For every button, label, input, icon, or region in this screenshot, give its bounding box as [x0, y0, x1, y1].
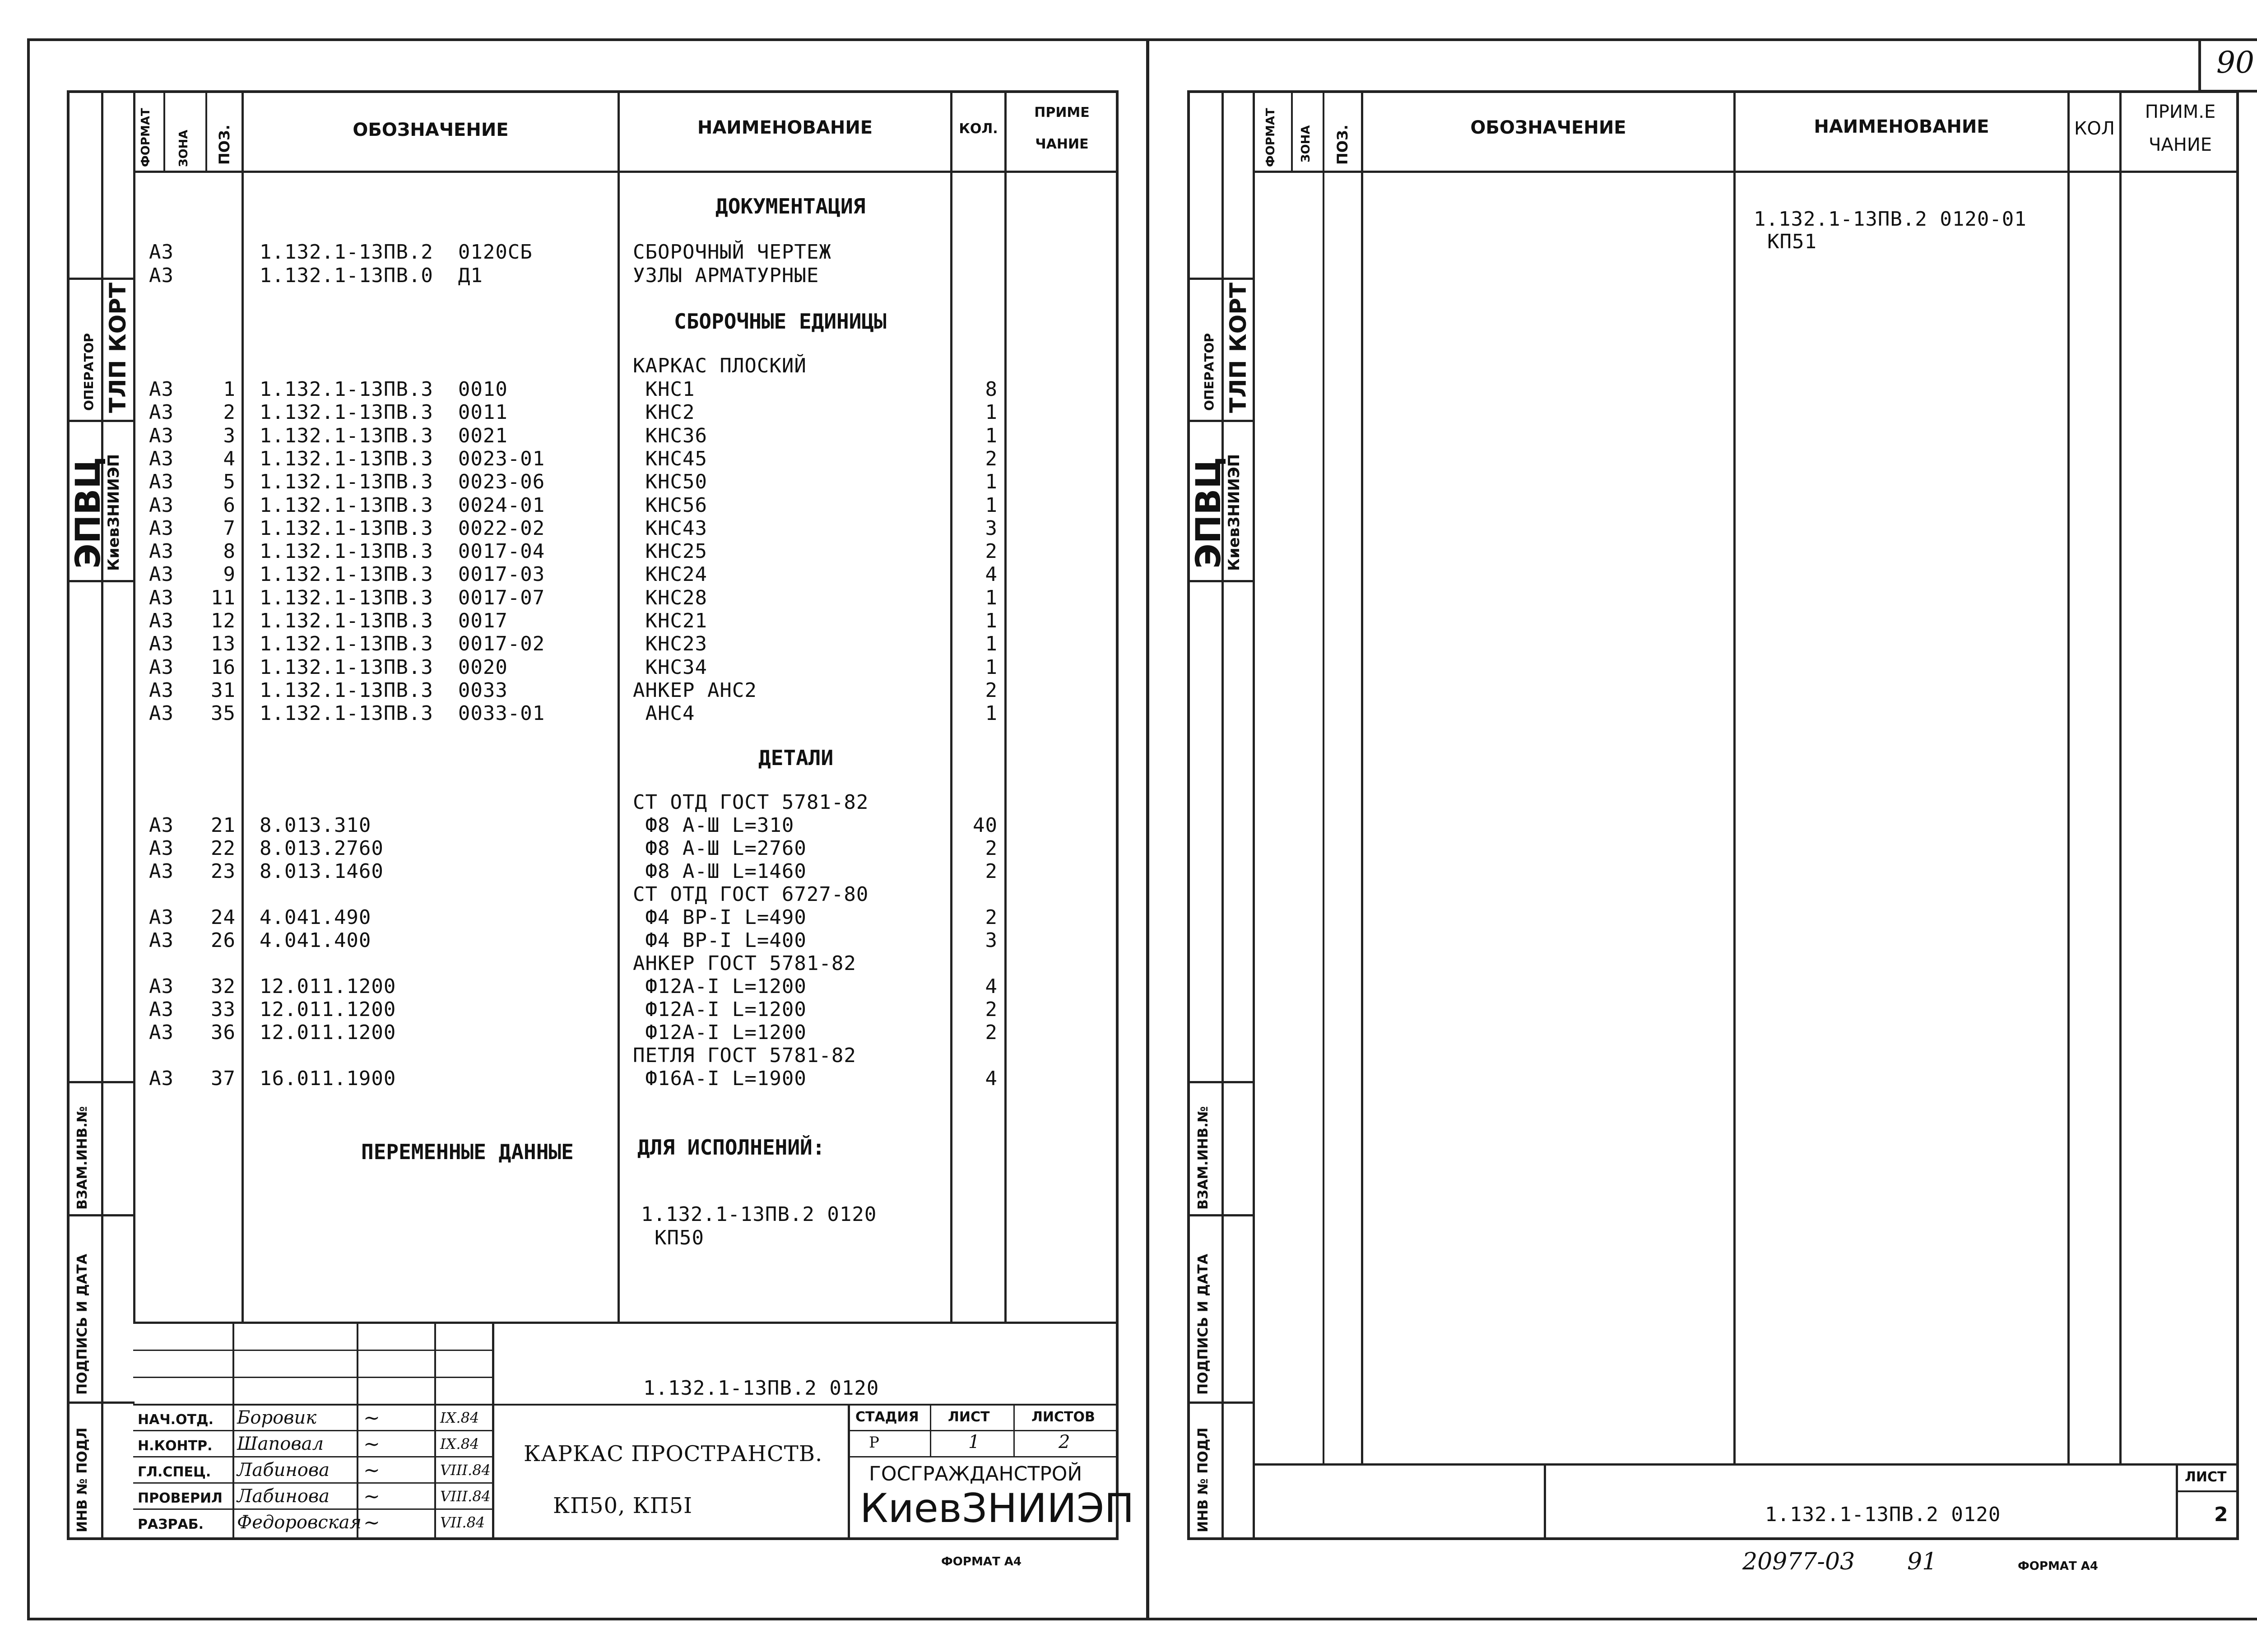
row-name: Ф4 ВР-I L=490 [633, 906, 807, 929]
section-for-versions: ДЛЯ ИСПОЛНЕНИЙ: [637, 1135, 825, 1160]
row-quantity: 4 [985, 563, 998, 586]
row-format: А3 [149, 678, 174, 702]
stamp-inv: ИНВ № ПОДЛ [74, 1427, 90, 1532]
row-position: 26 [211, 929, 236, 952]
tb-org-2: КиевЗНИИЭП [860, 1485, 1134, 1531]
row-quantity: 8 [985, 378, 998, 401]
row-format: А3 [149, 493, 174, 517]
row-name: Ф12А-I L=1200 [633, 998, 807, 1021]
row-designation: 1.132.1-13ПВ.3 0033 [260, 678, 508, 702]
row-designation: 1.132.1-13ПВ.3 0024-01 [260, 493, 545, 517]
signature-name: Боровик [237, 1407, 317, 1428]
header-note-1: ПРИМЕ [1034, 105, 1090, 121]
variant-name: КП50 [655, 1226, 704, 1249]
row-format: А3 [149, 929, 174, 952]
row-designation: 4.041.490 [260, 906, 372, 929]
row-format: А3 [149, 378, 174, 401]
row-designation: 1.132.1-13ПВ.3 0017-02 [260, 632, 545, 656]
row-quantity: 4 [985, 975, 998, 998]
header-pos: ПОЗ. [1334, 125, 1351, 165]
row-quantity: 2 [985, 1021, 998, 1044]
stamp-podpis: ПОДПИСЬ И ДАТА [1195, 1253, 1211, 1395]
tb-sheet-label: ЛИСТ [948, 1409, 990, 1425]
header-designation: ОБОЗНАЧЕНИЕ [353, 120, 509, 140]
row-name: АНС4 [633, 702, 695, 725]
right-col-line [1291, 90, 1293, 172]
row-position: 4 [223, 447, 236, 470]
row-format: А3 [149, 655, 174, 679]
row-position: 7 [223, 516, 236, 540]
tb-line [133, 1482, 494, 1484]
tb-doc-code: 1.132.1-13ПВ.2 0120 [643, 1377, 879, 1400]
left-col-line [618, 90, 620, 1323]
row-quantity: 3 [985, 516, 998, 540]
right-col-line [2119, 90, 2122, 1465]
right-sheet-frame [1187, 90, 2239, 1540]
signature-date: VIII.84 [440, 1462, 491, 1479]
header-name: НАИМЕНОВАНИЕ [1814, 116, 1989, 137]
row-position: 36 [211, 1021, 236, 1044]
header-format: ФОРМАТ [139, 108, 153, 167]
row-format: А3 [149, 241, 174, 264]
stamp-line [1187, 1081, 1255, 1083]
row-position: 13 [211, 632, 236, 656]
header-pos: ПОЗ. [216, 125, 233, 165]
row-position: 1 [223, 378, 236, 401]
stamp-vzam: ВЗАМ.ИНВ.№ [74, 1106, 90, 1210]
signature-date: VIII.84 [440, 1488, 491, 1505]
signature-role: Н.КОНТР. [138, 1438, 213, 1454]
row-quantity: 1 [985, 401, 998, 424]
row-format: А3 [149, 516, 174, 540]
section-documentation: ДОКУМЕНТАЦИЯ [715, 194, 866, 218]
header-qty: КОЛ [2074, 118, 2115, 139]
tb-line [133, 1350, 494, 1351]
row-position: 31 [211, 678, 236, 702]
row-designation: 12.011.1200 [260, 1021, 396, 1044]
tb-line [2176, 1490, 2239, 1492]
stamp-vzam: ВЗАМ.ИНВ.№ [1195, 1106, 1211, 1210]
row-name: КНС56 [633, 493, 707, 517]
row-position: 3 [223, 424, 236, 447]
archive-page: 91 [1907, 1548, 1937, 1575]
row-quantity: 2 [985, 540, 998, 563]
row-format: А3 [149, 586, 174, 609]
row-name: КНС21 [633, 609, 707, 632]
stamp-operator-name: ТЛП КОРТ [105, 282, 131, 413]
row-designation: 1.132.1-13ПВ.3 0023-06 [260, 470, 545, 494]
row-quantity: 1 [985, 586, 998, 609]
row-position: 37 [211, 1067, 236, 1090]
row-name: АНКЕР ГОСТ 5781-82 [633, 952, 856, 975]
row-designation: 1.132.1-13ПВ.3 0017-07 [260, 586, 545, 609]
row-format: А3 [149, 540, 174, 563]
tb-sheet-label: ЛИСТ [2185, 1469, 2227, 1485]
stamp-line [101, 90, 103, 1540]
stamp-line [67, 420, 135, 422]
stamp-line [1187, 1214, 1255, 1216]
tb-stage: Р [869, 1434, 879, 1452]
tb-doc-code: 1.132.1-13ПВ.2 0120 [1765, 1503, 2001, 1526]
row-position: 5 [223, 470, 236, 494]
row-quantity: 2 [985, 837, 998, 860]
row-quantity: 1 [985, 493, 998, 517]
signature-name: Лабинова [237, 1460, 330, 1480]
left-col-line [205, 90, 207, 172]
tb-line [133, 1404, 1117, 1406]
header-note-2: ЧАНИЕ [1035, 136, 1089, 152]
stamp-org-sub: КиевЗНИИЭП [1225, 454, 1243, 571]
header-note-2: ЧАНИЕ [2148, 135, 2212, 155]
section-details: ДЕТАЛИ [758, 746, 834, 770]
row-position: 11 [211, 586, 236, 609]
row-designation: 1.132.1-13ПВ.3 0017-03 [260, 563, 545, 586]
row-name: Ф12А-I L=1200 [633, 1021, 807, 1044]
tb-sheets: 2 [1059, 1432, 1070, 1452]
signature-scribble: ~ [363, 1485, 380, 1508]
signature-date: IX.84 [440, 1435, 479, 1452]
row-name: Ф12А-I L=1200 [633, 975, 807, 998]
left-col-line [163, 90, 165, 172]
stamp-line [67, 1401, 135, 1404]
row-position: 35 [211, 702, 236, 725]
header-zone: ЗОНА [177, 130, 190, 167]
tb-line [133, 1508, 494, 1510]
row-position: 24 [211, 906, 236, 929]
row-designation: 4.041.400 [260, 929, 372, 952]
row-name: УЗЛЫ АРМАТУРНЫЕ [633, 264, 819, 287]
row-quantity: 2 [985, 860, 998, 883]
row-designation: 8.013.310 [260, 814, 372, 837]
tb-title-2: КП50, КП5I [553, 1493, 693, 1518]
right-col-line [1361, 90, 1363, 1465]
row-designation: 1.132.1-13ПВ.3 0010 [260, 378, 508, 401]
row-name: КНС34 [633, 655, 707, 679]
row-format: А3 [149, 609, 174, 632]
right-col-line [1253, 90, 1255, 1540]
row-name: КНС43 [633, 516, 707, 540]
row-quantity: 1 [985, 609, 998, 632]
row-format: А3 [149, 814, 174, 837]
row-designation: 1.132.1-13ПВ.2 0120СБ [260, 241, 533, 264]
tb-stage-label: СТАДИЯ [855, 1409, 919, 1425]
signature-role: ГЛ.СПЕЦ. [138, 1464, 211, 1480]
row-designation: 1.132.1-13ПВ.3 0011 [260, 401, 508, 424]
tb-format: ФОРМАТ А4 [941, 1555, 1022, 1568]
tb-line [1253, 1463, 2239, 1466]
tb-line [848, 1430, 1117, 1431]
row-quantity: 1 [985, 655, 998, 679]
header-name: НАИМЕНОВАНИЕ [697, 117, 873, 138]
stamp-operator-name: ТЛП КОРТ [1225, 282, 1251, 413]
row-quantity: 1 [985, 424, 998, 447]
tb-line [1013, 1404, 1015, 1457]
signature-name: Лабинова [237, 1486, 330, 1507]
right-header-line [1253, 171, 2239, 173]
right-col-line [2067, 90, 2070, 1465]
variant-name: КП51 [1767, 230, 1817, 253]
page-number: 90 [2216, 45, 2254, 80]
row-position: 16 [211, 655, 236, 679]
stamp-line [1187, 278, 1255, 280]
header-qty: КОЛ. [959, 121, 998, 137]
row-designation: 12.011.1200 [260, 998, 396, 1021]
row-name: КНС28 [633, 586, 707, 609]
left-col-line [241, 90, 244, 1323]
tb-sheet: 2 [2214, 1503, 2228, 1526]
row-name: СБОРОЧНЫЙ ЧЕРТЕЖ [633, 241, 831, 264]
row-quantity: 4 [985, 1067, 998, 1090]
row-format: А3 [149, 401, 174, 424]
signature-role: НАЧ.ОТД. [138, 1412, 214, 1428]
tb-line [133, 1430, 494, 1431]
signature-scribble: ~ [363, 1511, 380, 1534]
row-name: КНС50 [633, 470, 707, 494]
row-name: АНКЕР АНС2 [633, 678, 757, 702]
stamp-line [1187, 580, 1255, 582]
row-quantity: 1 [985, 470, 998, 494]
row-designation: 8.013.2760 [260, 837, 384, 860]
row-format: А3 [149, 264, 174, 287]
row-quantity: 2 [985, 998, 998, 1021]
row-designation: 1.132.1-13ПВ.3 0017 [260, 609, 508, 632]
variant-code: 1.132.1-13ПВ.2 0120-01 [1754, 208, 2027, 231]
row-name: СТ ОТД ГОСТ 5781-82 [633, 791, 869, 814]
right-col-line [1733, 90, 1736, 1465]
row-name: КАРКАС ПЛОСКИЙ [633, 354, 807, 377]
row-designation: 1.132.1-13ПВ.3 0017-04 [260, 540, 545, 563]
row-format: А3 [149, 424, 174, 447]
row-designation: 1.132.1-13ПВ.3 0033-01 [260, 702, 545, 725]
stamp-operator: ОПЕРАТОР [81, 333, 96, 411]
row-name: КНС24 [633, 563, 707, 586]
row-designation: 16.011.1900 [260, 1067, 396, 1090]
tb-format: ФОРМАТ А4 [2018, 1559, 2098, 1573]
row-name: Ф16А-I L=1900 [633, 1067, 807, 1090]
stamp-line [67, 580, 135, 582]
tb-sheets-label: ЛИСТОВ [1031, 1409, 1095, 1425]
row-quantity: 2 [985, 906, 998, 929]
row-position: 12 [211, 609, 236, 632]
row-quantity: 2 [985, 678, 998, 702]
row-position: 32 [211, 975, 236, 998]
signature-scribble: ~ [363, 1433, 380, 1456]
row-quantity: 3 [985, 929, 998, 952]
signature-role: РАЗРАБ. [138, 1517, 204, 1532]
signature-name: Федоровская [237, 1512, 362, 1533]
stamp-line [1221, 90, 1224, 1540]
stamp-line [67, 1214, 135, 1216]
row-format: А3 [149, 998, 174, 1021]
row-position: 8 [223, 540, 236, 563]
left-col-line [1004, 90, 1007, 1323]
row-name: Ф8 А-Ш L=2760 [633, 837, 807, 860]
row-format: А3 [149, 702, 174, 725]
row-name: КНС45 [633, 447, 707, 470]
signature-role: ПРОВЕРИЛ [138, 1490, 223, 1506]
tb-line [2176, 1463, 2178, 1540]
stamp-line [67, 1081, 135, 1083]
row-designation: 1.132.1-13ПВ.3 0022-02 [260, 516, 545, 540]
row-position: 9 [223, 563, 236, 586]
row-format: А3 [149, 563, 174, 586]
row-format: А3 [149, 837, 174, 860]
row-name: КНС23 [633, 632, 707, 656]
tb-title-1: КАРКАС ПРОСТРАНСТВ. [524, 1441, 823, 1466]
header-zone: ЗОНА [1299, 125, 1313, 162]
section-variable-data: ПЕРЕМЕННЫЕ ДАННЫЕ [361, 1140, 574, 1164]
row-format: А3 [149, 1021, 174, 1044]
stamp-line [1187, 1401, 1255, 1404]
archive-number: 20977-03 [1742, 1548, 1855, 1575]
stamp-org: ЭПВЦ [68, 457, 108, 569]
left-col-line [133, 90, 135, 1323]
tb-line [1544, 1463, 1546, 1540]
row-format: А3 [149, 860, 174, 883]
row-name: ПЕТЛЯ ГОСТ 5781-82 [633, 1044, 856, 1067]
row-designation: 8.013.1460 [260, 860, 384, 883]
row-quantity: 40 [973, 814, 998, 837]
row-format: А3 [149, 470, 174, 494]
row-name: КНС1 [633, 378, 695, 401]
row-name: КНС25 [633, 540, 707, 563]
row-name: Ф8 А-Ш L=310 [633, 814, 794, 837]
row-designation: 1.132.1-13ПВ.3 0020 [260, 655, 508, 679]
signature-date: IX.84 [440, 1409, 479, 1426]
row-designation: 1.132.1-13ПВ.3 0023-01 [260, 447, 545, 470]
row-name: Ф8 А-Ш L=1460 [633, 860, 807, 883]
stamp-line [67, 278, 135, 280]
stamp-line [1187, 420, 1255, 422]
row-format: А3 [149, 1067, 174, 1090]
signature-name: Шаповал [237, 1434, 324, 1454]
row-position: 6 [223, 493, 236, 517]
row-quantity: 2 [985, 447, 998, 470]
variant-code: 1.132.1-13ПВ.2 0120 [641, 1203, 877, 1226]
row-format: А3 [149, 906, 174, 929]
right-col-line [1323, 90, 1324, 1465]
stamp-org: ЭПВЦ [1188, 457, 1228, 569]
row-format: А3 [149, 632, 174, 656]
row-position: 33 [211, 998, 236, 1021]
row-position: 23 [211, 860, 236, 883]
row-name: Ф4 ВР-I L=400 [633, 929, 807, 952]
tb-line [930, 1404, 931, 1457]
stamp-org-sub: КиевЗНИИЭП [105, 454, 123, 571]
header-format: ФОРМАТ [1264, 108, 1277, 167]
tb-sheet: 1 [968, 1432, 980, 1452]
signature-date: VII.84 [440, 1514, 485, 1531]
stamp-podpis: ПОДПИСЬ И ДАТА [74, 1253, 90, 1395]
section-assembly-units: СБОРОЧНЫЕ ЕДИНИЦЫ [674, 309, 887, 334]
row-format: А3 [149, 975, 174, 998]
tb-line [133, 1322, 1117, 1324]
row-format: А3 [149, 447, 174, 470]
signature-scribble: ~ [363, 1406, 380, 1429]
row-name: КНС36 [633, 424, 707, 447]
row-designation: 12.011.1200 [260, 975, 396, 998]
row-quantity: 1 [985, 702, 998, 725]
tb-line [133, 1377, 494, 1378]
row-position: 22 [211, 837, 236, 860]
header-designation: ОБОЗНАЧЕНИЕ [1470, 117, 1626, 138]
stamp-inv: ИНВ № ПОДЛ [1195, 1427, 1211, 1532]
row-position: 21 [211, 814, 236, 837]
tb-line [848, 1456, 1117, 1457]
row-name: СТ ОТД ГОСТ 6727-80 [633, 883, 869, 906]
row-designation: 1.132.1-13ПВ.3 0021 [260, 424, 508, 447]
row-position: 2 [223, 401, 236, 424]
row-name: КНС2 [633, 401, 695, 424]
signature-scribble: ~ [363, 1459, 380, 1482]
tb-line [848, 1404, 850, 1540]
left-header-line [133, 171, 1117, 173]
tb-line [133, 1456, 494, 1457]
header-note-1: ПРИМ.Е [2145, 102, 2216, 122]
tb-org-1: ГОСГРАЖДАНСТРОЙ [869, 1462, 1082, 1485]
row-designation: 1.132.1-13ПВ.0 Д1 [260, 264, 483, 287]
stamp-operator: ОПЕРАТОР [1202, 333, 1217, 411]
row-quantity: 1 [985, 632, 998, 656]
